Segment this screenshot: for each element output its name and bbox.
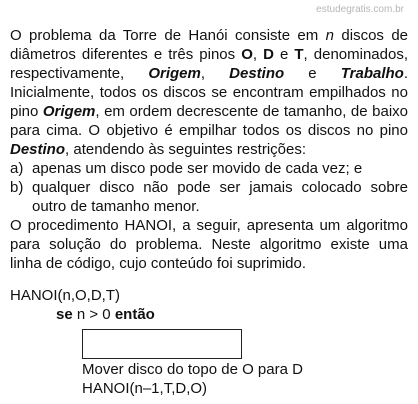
list-item: a) apenas um disco pode ser movido de cada vez; e — [10, 160, 363, 177]
code-line-move: Mover disco do topo de O para D — [82, 361, 303, 378]
paragraph-procedure: O procedimento HANOI, a seguir, apresenta um algoritmo para solução do problema. Neste algoritmo existe uma linha de código, cujo conteúdo foi suprimido. — [10, 217, 408, 272]
code-line-header: HANOI(n,O,D,T) — [10, 287, 121, 304]
restrictions-list — [10, 159, 408, 216]
code-line-condition: se n > 0 então — [56, 306, 155, 323]
suppressed-line-box — [82, 329, 242, 359]
watermark: estudegratis.com.br — [316, 4, 404, 15]
question-text — [10, 26, 408, 273]
algorithm-code — [10, 286, 155, 324]
code-line-recursive-call: HANOI(n–1,T,D,O) — [82, 380, 208, 397]
list-item: b) qualquer disco não pode ser jamais colocado sobre outro de tamanho menor. — [10, 179, 408, 215]
paragraph-intro: O problema da Torre de Hanói consiste em n discos de diâmetros diferentes e três pinos O, D e T, denominados, respectivamente, Origem, Destino e Trabalho. Inicialmente, todos os discos se encontram empilhados no pino Origem, em ordem decrescente de tamanho, de baixo para cima. O objetivo é empilhar todos os discos no pino Destino, atendendo às seguintes restrições: — [10, 27, 408, 158]
